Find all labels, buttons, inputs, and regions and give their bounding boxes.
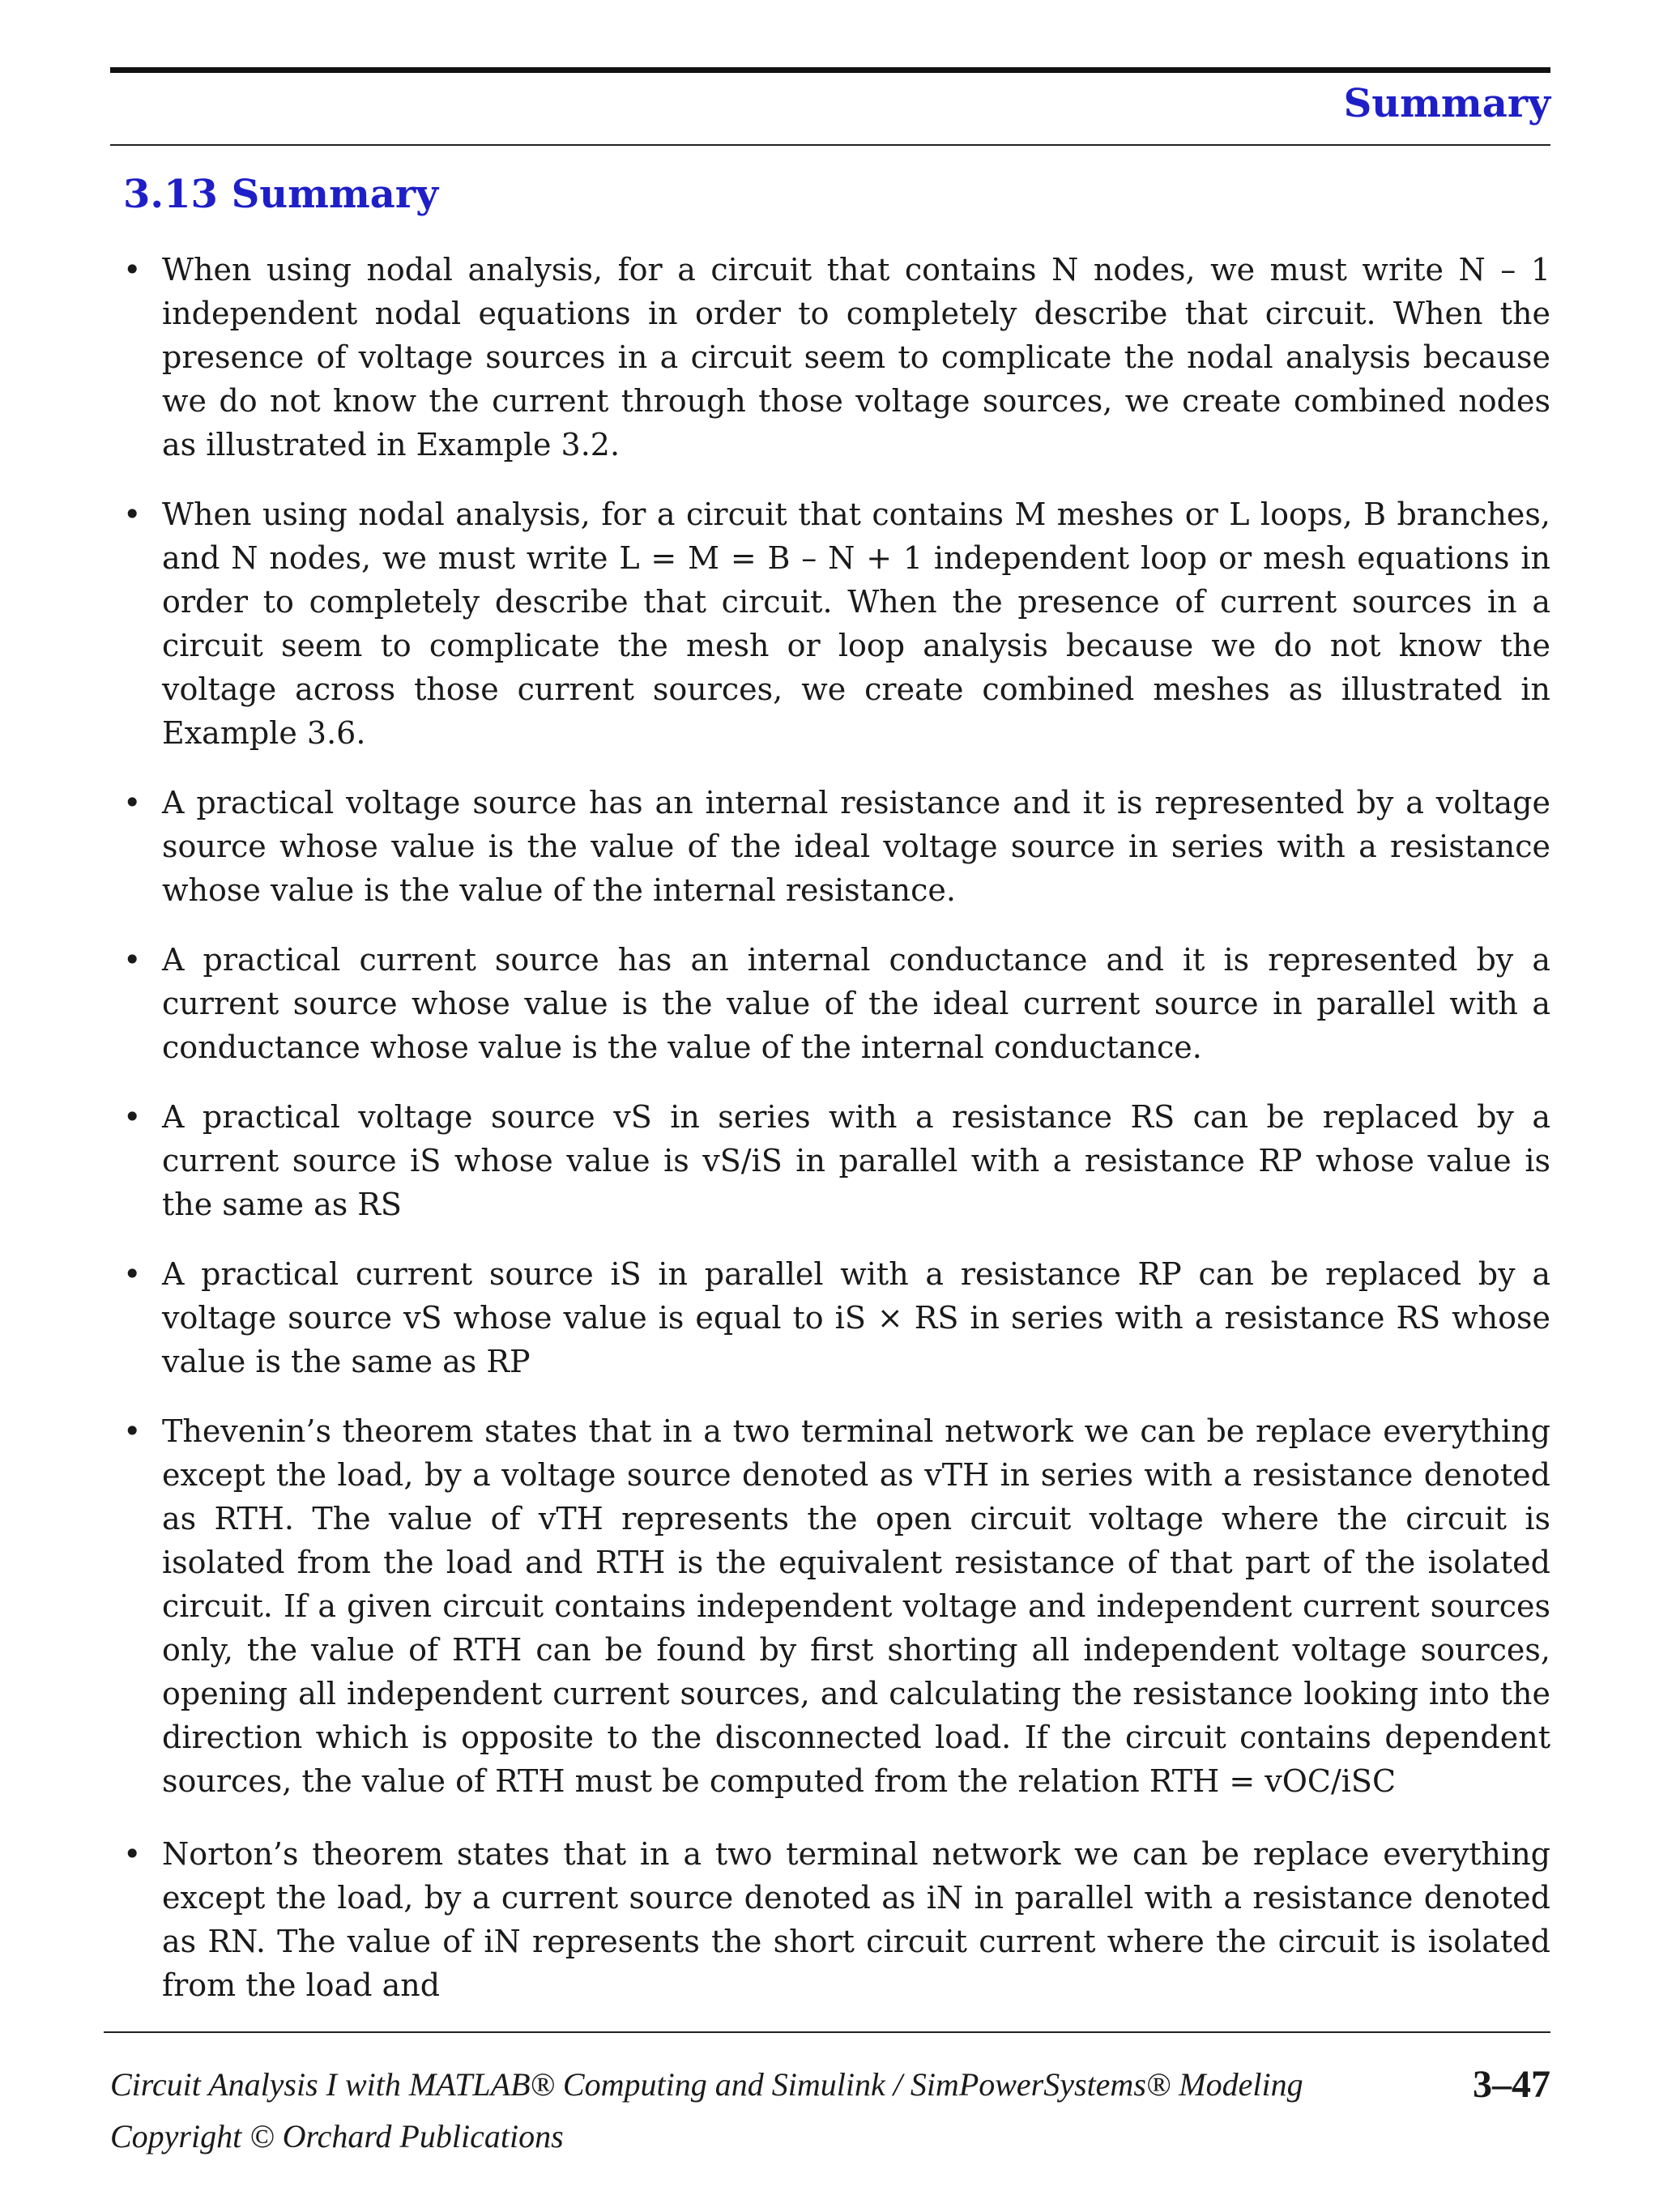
summary-item-practical-current-source: • A practical current source has an internal conductance and it is represented by a current source whose value is the value of the ideal current source in parallel with a conductance whose value is the value of the internal conductance. (123, 938, 1550, 1069)
footer-copyright: Copyright © Orchard Publications (110, 2118, 564, 2154)
running-header: Summary (1343, 81, 1550, 126)
summary-item-thevenin: • Thevenin’s theorem states that in a two terminal network we can be replace everything except the load, by a voltage source denoted as vTH in series with a resistance denoted as RTH. The value of vTH represents the open circuit voltage where the circuit is isolated from the load and RTH is the equivalent resistance of that part of the isolated circuit. If a given circuit contains independent voltage and independent current sources only, the value of RTH can be found by first shorting all independent voltage sources, opening all independent current sources, and calculating the resistance looking into the direction which is opposite to the disconnected load. If the circuit contains dependent sources, the value of RTH must be computed from the relation RTH = vOC/iSC (123, 1409, 1550, 1803)
summary-item-norton: • Norton’s theorem states that in a two terminal network we can be replace everything except the load, by a current source denoted as iN in parallel with a resistance denoted as RN. The value of iN represents the short circuit current where the circuit is isolated from the load and (123, 1832, 1550, 2007)
top-rule (110, 67, 1550, 73)
page-number: 3–47 (1473, 2063, 1550, 2106)
section-title: 3.13 Summary (123, 172, 439, 217)
summary-item-practical-voltage-source: • A practical voltage source has an internal resistance and it is represented by a voltage source whose value is the value of the ideal voltage source in series with a resistance whose value is the value of the internal resistance. (123, 781, 1550, 912)
summary-item-voltage-to-current: • A practical voltage source vS in series with a resistance RS can be replaced by a current source iS whose value is vS/iS in parallel with a resistance RP whose value is the same as RS (123, 1095, 1550, 1226)
header-rule (110, 144, 1550, 146)
summary-item-nodal: • When using nodal analysis, for a circuit that contains N nodes, we must write N – 1 independent nodal equations in order to completely describe that circuit. When the presence of voltage sources in a circuit seem to complicate the nodal analysis because we do not know the current through those voltage sources, we create combined nodes as illustrated in Example 3.2. (123, 248, 1550, 467)
footer-book-title: Circuit Analysis I with MATLAB® Computing and Simulink / SimPowerSystems® Modeling (110, 2066, 1303, 2103)
summary-item-current-to-voltage: • A practical current source iS in parallel with a resistance RP can be replaced by a voltage source vS whose value is equal to iS × RS in series with a resistance RS whose value is the same as RP (123, 1252, 1550, 1383)
footer-rule (104, 2031, 1550, 2033)
summary-list (123, 248, 1550, 2033)
summary-item-mesh: • When using nodal analysis, for a circuit that contains M meshes or L loops, B branches, and N nodes, we must write L = M = B – N + 1 independent loop or mesh equations in order to completely describe that circuit. When the presence of current sources in a circuit seem to complicate the mesh or loop analysis because we do not know the voltage across those current sources, we create combined meshes as illustrated in Example 3.6. (123, 492, 1550, 755)
